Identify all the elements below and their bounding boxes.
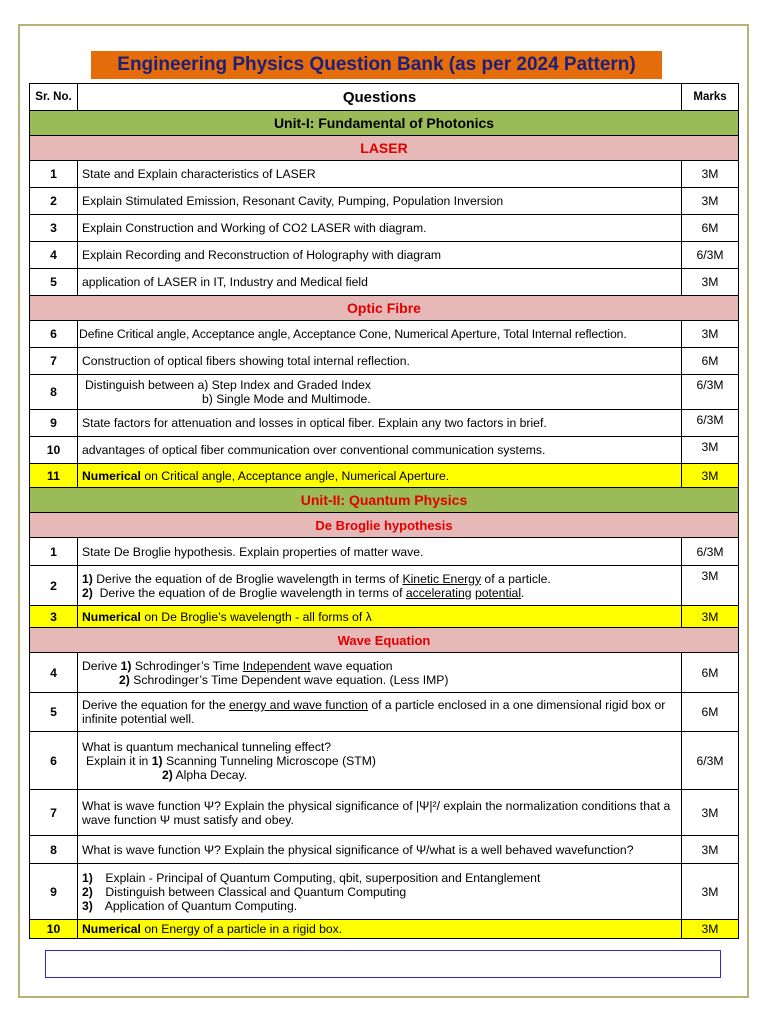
text: Schrodinger’s Time — [131, 658, 243, 673]
header-sr-no: Sr. No. — [30, 84, 78, 111]
row-marks: 6M — [682, 348, 739, 375]
item-number: 2) — [162, 767, 173, 782]
text: of a particle enclosed in a one dimensional rigid box or infinite potential well. — [82, 698, 666, 726]
table-row — [30, 242, 739, 269]
item-number: 1) — [82, 870, 93, 885]
row-number: 5 — [30, 269, 78, 296]
row-number: 1 — [30, 538, 78, 566]
header-row — [30, 84, 739, 111]
header-questions: Questions — [78, 84, 682, 111]
row-marks: 6/3M — [682, 375, 739, 410]
text: Schrodinger’s Time Dependent wave equation. (Less IMP) — [129, 672, 449, 687]
row-number: 9 — [30, 410, 78, 437]
row-marks: 3M — [682, 269, 739, 296]
table-row — [30, 606, 739, 628]
question-rest: on De Broglie’s wavelength - all forms of λ — [140, 609, 372, 624]
question-text: State and Explain characteristics of LASER — [78, 161, 682, 188]
table-row — [30, 215, 739, 242]
list-item — [82, 899, 677, 913]
row-number: 1 — [30, 161, 78, 188]
row-marks: 3M — [682, 566, 739, 606]
text: Explain - Principal of Quantum Computing, qbit, superposition and Entanglement — [105, 870, 541, 885]
row-marks: 3M — [682, 161, 739, 188]
row-number: 7 — [30, 790, 78, 836]
row-number: 9 — [30, 864, 78, 920]
text: Alpha Decay. — [172, 767, 248, 782]
row-marks: 6/3M — [682, 410, 739, 437]
text: Derive the equation of de Broglie wavelength in terms of — [96, 571, 403, 586]
question-text: Construction of optical fibers showing total internal reflection. — [78, 348, 682, 375]
empty-text-box — [45, 950, 721, 978]
question-text: application of LASER in IT, Industry and Medical field — [78, 269, 682, 296]
item-number: 3) — [82, 898, 93, 913]
question-rest: on Critical angle, Acceptance angle, Numerical Aperture. — [140, 468, 450, 483]
row-number: 3 — [30, 606, 78, 628]
numerical-label: Numerical — [82, 609, 141, 624]
numerical-label: Numerical — [82, 468, 141, 483]
table-row — [30, 375, 739, 410]
row-number: 10 — [30, 920, 78, 939]
question-table — [29, 83, 739, 939]
text: Explain it in — [86, 753, 152, 768]
text: . — [521, 585, 525, 600]
row-number: 6 — [30, 321, 78, 348]
row-marks: 6M — [682, 653, 739, 693]
row-number: 2 — [30, 566, 78, 606]
row-number: 8 — [30, 375, 78, 410]
table-row — [30, 790, 739, 836]
question-text — [78, 864, 682, 920]
table-row — [30, 269, 739, 296]
underlined-text: Independent — [242, 658, 311, 673]
row-number: 4 — [30, 242, 78, 269]
row-number: 6 — [30, 732, 78, 790]
item-number: 1) — [82, 571, 93, 586]
table-row — [30, 321, 739, 348]
text: Derive — [82, 658, 121, 673]
row-marks: 3M — [682, 606, 739, 628]
row-marks: 3M — [682, 864, 739, 920]
table-row — [30, 920, 739, 939]
table-row — [30, 188, 739, 215]
underlined-text: potential — [474, 585, 522, 600]
row-marks: 3M — [682, 188, 739, 215]
question-rest: on Energy of a particle in a rigid box. — [140, 922, 343, 936]
question-text: What is wave function Ψ? Explain the physical significance of Ψ/what is a well behaved wavefunction? — [78, 836, 682, 864]
row-marks: 3M — [682, 321, 739, 348]
table-row — [30, 348, 739, 375]
question-text: Explain Stimulated Emission, Resonant Cavity, Pumping, Population Inversion — [78, 188, 682, 215]
question-text — [78, 920, 682, 939]
text: of a particle. — [481, 571, 551, 586]
row-marks: 3M — [682, 464, 739, 488]
section-heading: LASER — [30, 136, 739, 161]
row-marks: 6M — [682, 215, 739, 242]
question-line — [82, 768, 677, 782]
underlined-text: Kinetic Energy — [402, 571, 482, 586]
question-text: State factors for attenuation and losses in optical fiber. Explain any two factors in brief. — [78, 410, 682, 437]
row-number: 2 — [30, 188, 78, 215]
row-marks: 6/3M — [682, 732, 739, 790]
table-row — [30, 653, 739, 693]
question-text — [78, 693, 682, 732]
row-number: 5 — [30, 693, 78, 732]
question-text: Define Critical angle, Acceptance angle, Acceptance Cone, Numerical Aperture, Total Internal reflection. — [78, 321, 682, 348]
row-marks: 6/3M — [682, 538, 739, 566]
table-row — [30, 161, 739, 188]
row-number: 10 — [30, 437, 78, 464]
question-text: State De Broglie hypothesis. Explain properties of matter wave. — [78, 538, 682, 566]
item-number: 1) — [120, 658, 132, 673]
row-number: 7 — [30, 348, 78, 375]
section-heading: Wave Equation — [30, 628, 739, 653]
table-row — [30, 836, 739, 864]
question-text: Explain Recording and Reconstruction of Holography with diagram — [78, 242, 682, 269]
question-line — [82, 754, 677, 768]
page-title: Engineering Physics Question Bank (as per 2024 Pattern) — [91, 51, 662, 79]
row-marks: 3M — [682, 790, 739, 836]
row-marks: 6M — [682, 693, 739, 732]
text: Derive the equation for the — [82, 698, 230, 712]
table-row — [30, 566, 739, 606]
table-row — [30, 410, 739, 437]
row-number: 11 — [30, 464, 78, 488]
item-number: 1) — [151, 753, 163, 768]
section-heading: Optic Fibre — [30, 296, 739, 321]
question-line: b) Single Mode and Multimode. — [202, 392, 371, 406]
item-number: 2) — [119, 672, 130, 687]
row-marks: 3M — [682, 437, 739, 464]
row-marks: 3M — [682, 836, 739, 864]
question-line — [82, 673, 677, 687]
table-row — [30, 864, 739, 920]
row-marks: 3M — [682, 920, 739, 939]
question-text — [78, 566, 682, 606]
question-line — [82, 659, 677, 673]
table-row — [30, 538, 739, 566]
list-item — [82, 885, 677, 899]
text: Derive the equation of de Broglie wavelength in terms of — [99, 585, 406, 600]
text: Scanning Tunneling Microscope (STM) — [162, 753, 376, 768]
question-text: What is wave function Ψ? Explain the physical significance of |Ψ|²/ explain the normalization conditions that a wave function Ψ must satisfy and obey. — [78, 790, 682, 836]
text: Application of Quantum Computing. — [104, 898, 298, 913]
underlined-text: accelerating — [405, 585, 472, 600]
question-text — [78, 464, 682, 488]
question-line: Distinguish between a) Step Index and Graded Index — [85, 378, 371, 392]
item-number: 2) — [82, 884, 93, 899]
numerical-label: Numerical — [82, 922, 141, 936]
section-heading: De Broglie hypothesis — [30, 513, 739, 538]
question-text: advantages of optical fiber communication over conventional communication systems. — [78, 437, 682, 464]
question-text: Explain Construction and Working of CO2 LASER with diagram. — [78, 215, 682, 242]
table-row — [30, 464, 739, 488]
question-text — [78, 732, 682, 790]
list-item — [82, 871, 677, 885]
question-text — [78, 375, 682, 410]
question-line — [82, 586, 677, 600]
header-marks: Marks — [682, 84, 739, 111]
table-row — [30, 732, 739, 790]
text: Distinguish between Classical and Quantum Computing — [105, 884, 407, 899]
table-row — [30, 693, 739, 732]
underlined-text: energy and wave function — [229, 698, 368, 712]
row-number: 4 — [30, 653, 78, 693]
unit-heading: Unit-II: Quantum Physics — [30, 488, 739, 513]
question-text — [78, 653, 682, 693]
row-number: 8 — [30, 836, 78, 864]
table-row — [30, 437, 739, 464]
row-number: 3 — [30, 215, 78, 242]
question-text — [78, 606, 682, 628]
question-line: What is quantum mechanical tunneling effect? — [82, 739, 332, 754]
unit-heading: Unit-I: Fundamental of Photonics — [30, 111, 739, 136]
text: wave equation — [310, 658, 393, 673]
item-number: 2) — [82, 585, 93, 600]
question-line — [82, 572, 677, 586]
row-marks: 6/3M — [682, 242, 739, 269]
